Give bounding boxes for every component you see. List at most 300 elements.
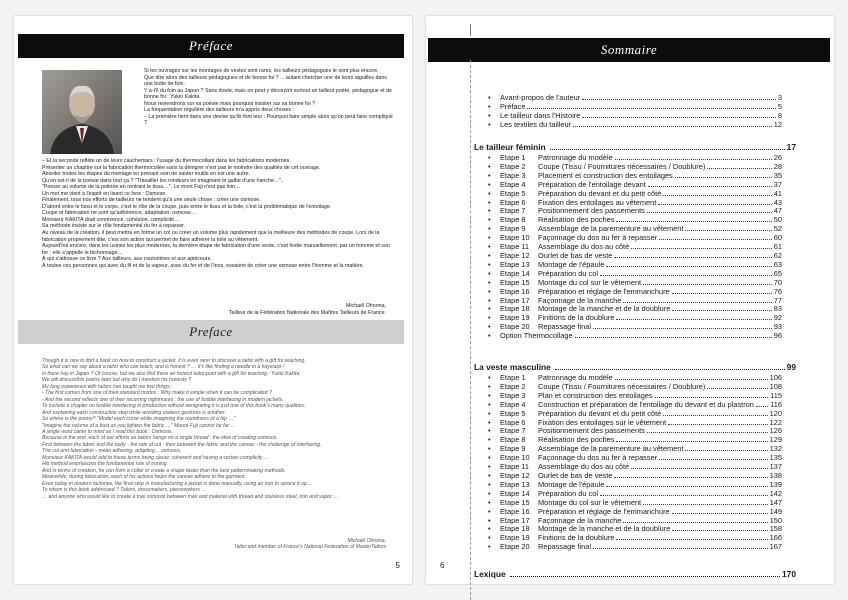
toc-step: Etape 6: [500, 197, 526, 207]
bullet-icon: •: [488, 242, 491, 252]
preface-fr-intro: [144, 68, 394, 127]
bullet-icon: •: [488, 408, 491, 418]
dot-leader: [647, 212, 772, 213]
toc-step: Etape 2: [500, 381, 526, 391]
dot-leader: [668, 424, 767, 425]
section-page: 17: [786, 142, 796, 152]
fr-paragraph: Un mot me vient à l'esprit en lisant ce livre : Osmose.: [42, 190, 167, 197]
toc-step: Etape 20: [500, 542, 530, 552]
signature-name: Michaël Ohnona,: [345, 303, 386, 309]
section-title: La veste masculine: [474, 362, 551, 372]
dot-leader: [631, 248, 772, 249]
en-paragraph: We will discussthis poetry later but why do I mention his honesty ?: [42, 377, 192, 384]
dot-leader: [756, 406, 768, 407]
toc-title: Les textiles du tailleur: [500, 119, 572, 129]
en-paragraph: Though it is rare to find a book on how to construct a jacket, it is even rarer to discover a tailor with a gift for teaching.: [42, 358, 306, 364]
en-paragraph: A single word came to mind as I read this book : Osmosis.: [42, 428, 173, 435]
toc-title: Montage de la manche et de la doublure: [538, 304, 671, 314]
toc-title: Préparation de l'entoilage devant: [538, 179, 646, 189]
en-paragraph: To whom is this book addressed ? Tailors, dressmakers, pieceworkers …: [42, 487, 207, 494]
toc-entry[interactable]: [488, 508, 782, 517]
fr-paragraph: D'abord entre le tissu et le corps, c'est le rôle de la coupe, puis entre le tissu et la toile, c'est la problématique de l'entoilage.: [42, 203, 332, 210]
toc-step: Etape 6: [500, 417, 526, 427]
dot-leader: [643, 504, 768, 505]
toc-veste-list: [488, 374, 782, 552]
toc-page: 158: [769, 524, 782, 534]
toc-page: 47: [773, 206, 782, 216]
fr-paragraph: Y a-t'il du foin au Japon ? Sans doute, mais on peut y découvrir surtout un tailleur poète, pédagogue et de bonne foi : Yukio Kakita.: [144, 87, 392, 101]
toc-page: 149: [769, 506, 782, 516]
toc-step: Etape 2: [500, 161, 526, 171]
toc-page: 76: [773, 286, 782, 296]
toc-step: Etape 9: [500, 444, 526, 454]
bullet-icon: •: [488, 188, 491, 198]
section-title: Le tailleur féminin: [474, 142, 546, 152]
toc-entry[interactable]: [488, 252, 782, 261]
fr-paragraph: – La première tient dans une devise qu'ils font leur : Pourquoi faire simple alors qu'on peut faire compliqué ?: [144, 113, 393, 127]
en-paragraph: So where is the poetry? "Model each curve while imagining the roundness of a hip …": [42, 416, 236, 423]
bullet-icon: •: [488, 101, 491, 111]
toc-title: Réalisation des poches: [538, 435, 615, 445]
en-paragraph: Because in the end, each of our efforts as tailors hangs on a single thread : the idea of creating osmosis.: [42, 435, 278, 442]
fr-paragraph: Aborder toutes les étapes du montage en prenant soin de sauter inutile en est une autre.: [42, 171, 250, 178]
en-paragraph: So what can we say about a tailor who can teach, and is honest ? … It's like finding a needle in a haystack !: [42, 364, 285, 371]
toc-title: Montage du col sur le vêtement: [538, 277, 642, 287]
preface-en-body: [42, 358, 396, 500]
dot-leader: [643, 284, 772, 285]
toc-title: Positionnement des passements: [538, 206, 645, 216]
bullet-icon: •: [488, 373, 491, 382]
toc-title: Montage de l'épaule: [538, 259, 605, 269]
bullet-icon: •: [488, 470, 491, 480]
bullet-icon: •: [488, 259, 491, 269]
toc-page: 115: [770, 390, 782, 400]
en-paragraph: The cut and fabrication - mean adhering, adapting… osmosis.: [42, 448, 182, 455]
toc-page: 139: [769, 479, 782, 489]
toc-entry[interactable]: [488, 234, 782, 243]
en-paragraph: … and anyone who would like to create a true osmosis between man and material with thread and stainless steel, iron and vapor …: [42, 493, 339, 500]
dot-leader: [606, 486, 767, 487]
left-page: [14, 16, 412, 584]
bullet-icon: •: [488, 286, 491, 296]
bullet-icon: •: [488, 153, 491, 162]
toc-entry[interactable]: [488, 427, 782, 436]
toc-title: Ourlet de bas de veste: [538, 470, 613, 480]
bullet-icon: •: [488, 417, 491, 427]
bullet-icon: •: [488, 110, 491, 120]
toc-title: Réalisation des poches: [538, 215, 615, 225]
toc-entry[interactable]: [488, 463, 782, 472]
bullet-icon: •: [488, 304, 491, 314]
toc-entry[interactable]: [488, 305, 782, 314]
bullet-icon: •: [488, 542, 491, 552]
dot-leader: [593, 328, 772, 329]
toc-step: Etape 5: [500, 188, 526, 198]
bullet-icon: •: [488, 524, 491, 534]
toc-step: Etape 14: [500, 268, 530, 278]
toc-entry[interactable]: [488, 481, 782, 490]
toc-step: Etape 8: [500, 435, 526, 445]
toc-page: 137: [769, 462, 782, 472]
bullet-icon: •: [488, 268, 491, 278]
bullet-icon: •: [488, 453, 491, 463]
bullet-icon: •: [488, 506, 491, 516]
toc-step: Etape 8: [500, 215, 526, 225]
toc-title: Coupe (Tissu / Fournitures nécessaires / Doublure): [538, 161, 706, 171]
dot-leader: [685, 230, 771, 231]
signature-role: Tailor and member of France's National Federation of MasterTailors: [233, 544, 386, 551]
toc-title: Façonnage de la manche: [538, 295, 622, 305]
dot-leader: [623, 522, 767, 523]
bullet-icon: •: [488, 233, 491, 243]
toc-step: Etape 7: [500, 426, 526, 436]
en-paragraph: - The first comes from one of their standard mottos : Why make it simple when it can be complicated ?: [42, 390, 272, 397]
section-page: 170: [782, 569, 796, 579]
fr-paragraph: Que dire alors des tailleurs pédagogues et de bonne foi ? ... autant chercher une de leurs aiguilles dans une botte de foin.: [144, 74, 387, 88]
toc-title: Préparation du col: [538, 268, 598, 278]
toc-step: Etape 17: [500, 515, 530, 525]
toc-entry[interactable]: [488, 314, 782, 323]
toc-page: 26: [773, 153, 782, 162]
toc-step: Etape 4: [500, 179, 526, 189]
toc-title: Le tailleur dans l'Histoire: [500, 110, 581, 120]
toc-title: Préparation et réglage de l'emmanchure: [538, 506, 670, 516]
dot-leader: [606, 266, 771, 267]
toc-page: 106: [769, 373, 782, 382]
toc-entry[interactable]: [488, 534, 782, 543]
toc-step: Etape 11: [500, 242, 530, 252]
toc-title: Assemblage du dos au côté: [538, 242, 630, 252]
toc-title: Avant-propos de l'auteur: [500, 93, 581, 102]
toc-title: Construction et préparation de l'entoilage du devant et du plastron: [538, 399, 754, 409]
toc-section-lexique[interactable]: [474, 569, 796, 579]
fr-paragraph: La fréquentation régulière des tailleurs m'a appris deux choses :: [144, 107, 294, 114]
toc-entry[interactable]: [488, 121, 782, 130]
toc-title: Façonnage du dos au fer à repasser: [538, 453, 658, 463]
toc-page: 147: [769, 497, 782, 507]
toc-entry[interactable]: [488, 332, 782, 341]
toc-title: Montage de l'épaule: [538, 479, 605, 489]
dot-leader: [672, 513, 768, 514]
toc-entry[interactable]: [488, 525, 782, 534]
toc-title: Ourlet de bas de veste: [538, 250, 613, 260]
bullet-icon: •: [488, 515, 491, 525]
dot-leader: [707, 168, 771, 169]
toc-step: Etape 16: [500, 506, 530, 516]
dot-leader: [600, 275, 772, 276]
bullet-icon: •: [488, 277, 491, 287]
dot-leader: [685, 450, 767, 451]
bullet-icon: •: [488, 295, 491, 305]
fr-paragraph: Finalement, tous nos efforts de tailleurs ne tendent qu'à une seule chose : créer une osmose.: [42, 197, 261, 204]
toc-step: Etape 18: [500, 304, 530, 314]
fr-paragraph: Présenter un chapitre sur la fabrication thermocollée sans la dénigrer n'est pas le moindre des qualités de cet ouvrage.: [42, 164, 321, 171]
bullet-icon: •: [488, 533, 491, 543]
fr-paragraph: Monsieur KAKITA drait connivence, cohésion, complicité…: [42, 216, 180, 223]
toc-entry[interactable]: [488, 288, 782, 297]
dot-leader: [655, 397, 769, 398]
toc-step: Etape 5: [500, 408, 526, 418]
toc-step: Etape 19: [500, 533, 530, 543]
portrait-image: [42, 70, 122, 154]
fr-paragraph: Qu'en est-il de la poésie dans tout ça ? "Travailler les rondeurs en imaginant le galbe d'une hanche…",: [42, 177, 283, 184]
toc-step: Etape 1: [500, 153, 526, 162]
en-paragraph: - And the second reflects one of their recurring nightmares : the use of fusible interfacing in modern jackets.: [42, 396, 284, 403]
toc-step: Etape 19: [500, 313, 530, 323]
toc-step: Etape 12: [500, 250, 530, 260]
sommaire-banner: [428, 38, 830, 62]
toc-page: 5: [777, 101, 782, 111]
bullet-icon: •: [488, 426, 491, 436]
bullet-icon: •: [488, 322, 491, 332]
preface-fr-title: Préface: [189, 38, 233, 53]
bullet-icon: •: [488, 224, 491, 234]
toc-page: 166: [769, 533, 782, 543]
toc-page: 138: [769, 470, 782, 480]
section-page: 99: [786, 362, 796, 372]
toc-page: 60: [773, 233, 782, 243]
dot-leader: [615, 159, 772, 160]
bullet-icon: •: [488, 399, 491, 409]
toc-title: Façonnage de la manche: [538, 515, 622, 525]
dot-leader: [631, 468, 767, 469]
toc-page: 132: [769, 444, 782, 454]
toc-intro-list: [488, 94, 782, 130]
toc-step: Etape 7: [500, 206, 526, 216]
dot-leader: [672, 530, 767, 531]
dot-leader: [582, 99, 776, 100]
toc-page: 63: [773, 259, 782, 269]
toc-step: Etape 10: [500, 453, 530, 463]
fr-paragraph: "Penser au volume de la poitrine en rentrant le tissu…", Le mont Fuji n'est pas loin…: [42, 184, 241, 191]
fr-paragraph: Sa méthode insiste sur le rôle fondamental du fer à repasser.: [42, 223, 186, 230]
dot-leader: [527, 108, 775, 109]
toc-title: Montage de la manche et de la doublure: [538, 524, 671, 534]
toc-entry[interactable]: [488, 454, 782, 463]
dot-leader: [573, 126, 772, 127]
toc-entry[interactable]: [488, 261, 782, 270]
bullet-icon: •: [488, 479, 491, 489]
dot-leader: [659, 459, 768, 460]
toc-title: Repassage final: [538, 542, 592, 552]
en-paragraph: My long experience with tailors has taught me two things :: [42, 383, 173, 390]
toc-page: 28: [773, 161, 782, 171]
toc-section-veste[interactable]: [474, 362, 796, 372]
bullet-icon: •: [488, 161, 491, 171]
toc-title: Finitions de la doublure: [538, 313, 615, 323]
signature-name: Michaël Ohnona,: [347, 538, 386, 544]
gutter-mark: [470, 24, 471, 36]
toc-step: Etape 20: [500, 322, 530, 332]
fr-paragraph: Coupe et fabrication ne sont qu'adhérence, adaptation, osmose…: [42, 210, 197, 217]
toc-entry[interactable]: [488, 207, 782, 216]
dot-leader: [575, 337, 772, 338]
bullet-icon: •: [488, 435, 491, 445]
preface-en-signature: [234, 538, 386, 551]
toc-title: Assemblage du dos au côté: [538, 462, 630, 472]
toc-title: Préparation du devant et du petit côté: [538, 188, 662, 198]
bullet-icon: •: [488, 215, 491, 225]
toc-step: Etape 10: [500, 233, 530, 243]
bullet-icon: •: [488, 444, 491, 454]
en-paragraph: Meanwhile, during fabrication, each of his actions helps the canvas adhere to the garment.: [42, 474, 246, 481]
toc-title: Repassage final: [538, 322, 592, 332]
toc-title: Patronnage du modèle: [538, 153, 613, 162]
en-paragraph: Is there hay in Japan ? Of course, but we also find there an honest tailor-poet with a gift for teaching : Yukio Kakita.: [42, 370, 301, 377]
sommaire-title: Sommaire: [600, 42, 658, 57]
dot-leader: [663, 415, 767, 416]
bullet-icon: •: [488, 93, 491, 102]
bullet-icon: •: [488, 462, 491, 472]
bullet-icon: •: [488, 488, 491, 498]
en-paragraph: Monsieur KAKITA would add to these terms being clever, coherent and having a certain complicity …: [42, 454, 270, 461]
toc-page: 92: [773, 313, 782, 323]
dot-leader: [600, 495, 768, 496]
bullet-icon: •: [488, 206, 491, 216]
en-paragraph: And in terms of creation, he can form a collar or create a shape faster than the best patternmaking methods.: [42, 467, 286, 474]
bullet-icon: •: [488, 390, 491, 400]
en-paragraph: "Imagine the volume of a bust as you lighten the fabric …" Mount Fuji cannot be far …: [42, 422, 236, 429]
section-title: Lexique: [474, 569, 506, 579]
en-paragraph: His method emphasizes the fundamental role of ironing.: [42, 461, 168, 468]
dot-leader: [658, 204, 771, 205]
bullet-icon: •: [488, 179, 491, 189]
dot-leader: [647, 432, 768, 433]
bullet-icon: •: [488, 119, 491, 129]
toc-page: 50: [773, 215, 782, 225]
toc-step: Etape 13: [500, 479, 530, 489]
toc-page: 65: [773, 268, 782, 278]
fr-paragraph: À qui s'adresse ce livre ? Aux tailleurs, aux couturières et aux apiéceurs.: [42, 256, 212, 263]
toc-page: 122: [769, 417, 782, 427]
dot-leader: [672, 310, 771, 311]
dot-leader: [663, 195, 772, 196]
toc-step: Etape 4: [500, 399, 526, 409]
preface-en-title: Preface: [189, 324, 233, 339]
toc-entry[interactable]: [488, 243, 782, 252]
toc-title: Façonnage du dos au fer à repasser: [538, 233, 658, 243]
toc-title: Coupe (Tissu / Fournitures nécessaires / Doublure): [538, 381, 706, 391]
gutter-mark: [470, 60, 472, 600]
toc-page: 61: [773, 242, 782, 252]
toc-page: 142: [769, 488, 782, 498]
bullet-icon: •: [488, 250, 491, 260]
toc-title: Assemblage de la parementure au vêtement: [538, 224, 684, 234]
toc-step: Etape 9: [500, 224, 526, 234]
toc-title: Plan et construction des entoilages: [538, 390, 653, 400]
toc-page: 35: [773, 170, 782, 180]
toc-step: Etape 13: [500, 259, 530, 269]
toc-page: 62: [773, 250, 782, 260]
toc-page: 150: [769, 515, 782, 525]
fr-paragraph: Aujourd'hui encore, dans les usines les plus modernes, la dernière étape de fabrication d'une veste, c'est festie manuellement, par un homme et son fer ; elle s'appelle le bichonnage…: [42, 243, 390, 256]
toc-page: 43: [773, 197, 782, 207]
toc-entry[interactable]: [488, 543, 782, 552]
bullet-icon: •: [488, 197, 491, 207]
page-number: 6: [440, 561, 445, 570]
page-number: 5: [395, 561, 400, 570]
toc-title: Positionnement des passements: [538, 426, 645, 436]
toc-title: Préface: [500, 101, 526, 111]
toc-page: 129: [769, 435, 782, 445]
toc-page: 77: [773, 295, 782, 305]
toc-page: 41: [773, 188, 782, 198]
en-paragraph: Even today in modern factories, the final step in manufacturing a jacket is done manually, using an iron to spruce it up…: [42, 480, 312, 487]
toc-page: 116: [770, 399, 782, 409]
toc-page: 52: [773, 224, 782, 234]
fr-paragraph: Au niveau de la création, il peut mettre en forme un col ou créer un volume plus rapidement que la meilleure des méthodes de coupe. Lors de la fabrication proprement dite, c'est son action qui permet de faire adhérer la toile au vêtement.: [42, 230, 380, 243]
toc-title: Préparation du devant et du petit côté: [538, 408, 662, 418]
fr-paragraph: À toutes ces personnes qui avec du fil et de la vapeur, avec du fer et de l'inox, essaient de créer une osmose entre l'homme et la matière.: [42, 262, 365, 269]
toc-title: Assemblage de la parementure au vêtement: [538, 444, 684, 454]
dot-leader: [614, 257, 771, 258]
toc-step: Option Thermocollage: [500, 331, 573, 341]
toc-page: 126: [769, 426, 782, 436]
dot-leader: [648, 186, 772, 187]
toc-title: Montage du col sur le vêtement: [538, 497, 642, 507]
toc-page: 3: [777, 93, 782, 102]
toc-step: Etape 15: [500, 277, 530, 287]
dot-leader: [707, 388, 767, 389]
toc-entry[interactable]: [488, 472, 782, 481]
dot-leader: [616, 441, 767, 442]
toc-entry[interactable]: [488, 94, 782, 103]
toc-page: 135: [769, 453, 782, 463]
author-photo: [42, 70, 122, 154]
en-paragraph: And explaining each construction step while avoiding useless gestures is another.: [42, 409, 226, 416]
preface-fr-signature: [229, 303, 386, 316]
toc-title: Préparation du col: [538, 488, 598, 498]
toc-step: Etape 17: [500, 295, 530, 305]
dot-leader: [616, 221, 771, 222]
toc-page: 167: [769, 542, 782, 552]
toc-page: 120: [769, 408, 782, 418]
toc-step: Etape 14: [500, 488, 530, 498]
toc-page: 108: [769, 381, 782, 391]
toc-step: Etape 1: [500, 373, 526, 382]
signature-role: Tailleur de la Fédération Nationale des Maîtres Tailleurs de France.: [228, 309, 386, 316]
fr-paragraph: Si les ouvrages sur les montages de vestes sont rares, les tailleurs pédagogues le sont plus encore.: [144, 68, 379, 74]
preface-fr-banner: [18, 34, 404, 58]
en-paragraph: First between the fabric and the body - the role of cut - then between the fabric and the canvas - the challenge of interfacing.: [42, 441, 322, 448]
fr-paragraph: Nous reviendrons sur sa poésie mais pourquoi insister sur sa bonne foi ?: [144, 100, 316, 107]
bullet-icon: •: [488, 170, 491, 180]
toc-section-tailleur[interactable]: [474, 142, 796, 152]
toc-page: 93: [773, 322, 782, 332]
toc-title: Préparation et réglage de l'emmanchure: [538, 286, 670, 296]
preface-fr-body: [42, 158, 394, 269]
toc-page: 8: [777, 110, 782, 120]
toc-page: 96: [773, 331, 782, 341]
toc-title: Patronnage du modèle: [538, 373, 613, 382]
toc-step: Etape 3: [500, 390, 526, 400]
toc-page: 83: [773, 304, 782, 314]
dot-leader: [555, 369, 785, 370]
toc-step: Etape 16: [500, 286, 530, 296]
toc-page: 12: [773, 119, 782, 129]
dot-leader: [593, 548, 768, 549]
bullet-icon: •: [488, 497, 491, 507]
bullet-icon: •: [488, 313, 491, 323]
toc-page: 70: [773, 277, 782, 287]
dot-leader: [616, 319, 771, 320]
toc-step: Etape 3: [500, 170, 526, 180]
toc-title: Finitions de la doublure: [538, 533, 615, 543]
dot-leader: [616, 539, 767, 540]
fr-paragraph: – Et la seconde reflète un de leurs cauchemars : l'usage du thermocollant dans les fabrications modernes.: [42, 158, 291, 164]
en-paragraph: To include a chapter on fusible interfacing in production without denigrating it is just one of this book's many qualities.: [42, 403, 306, 410]
dot-leader: [550, 149, 785, 150]
